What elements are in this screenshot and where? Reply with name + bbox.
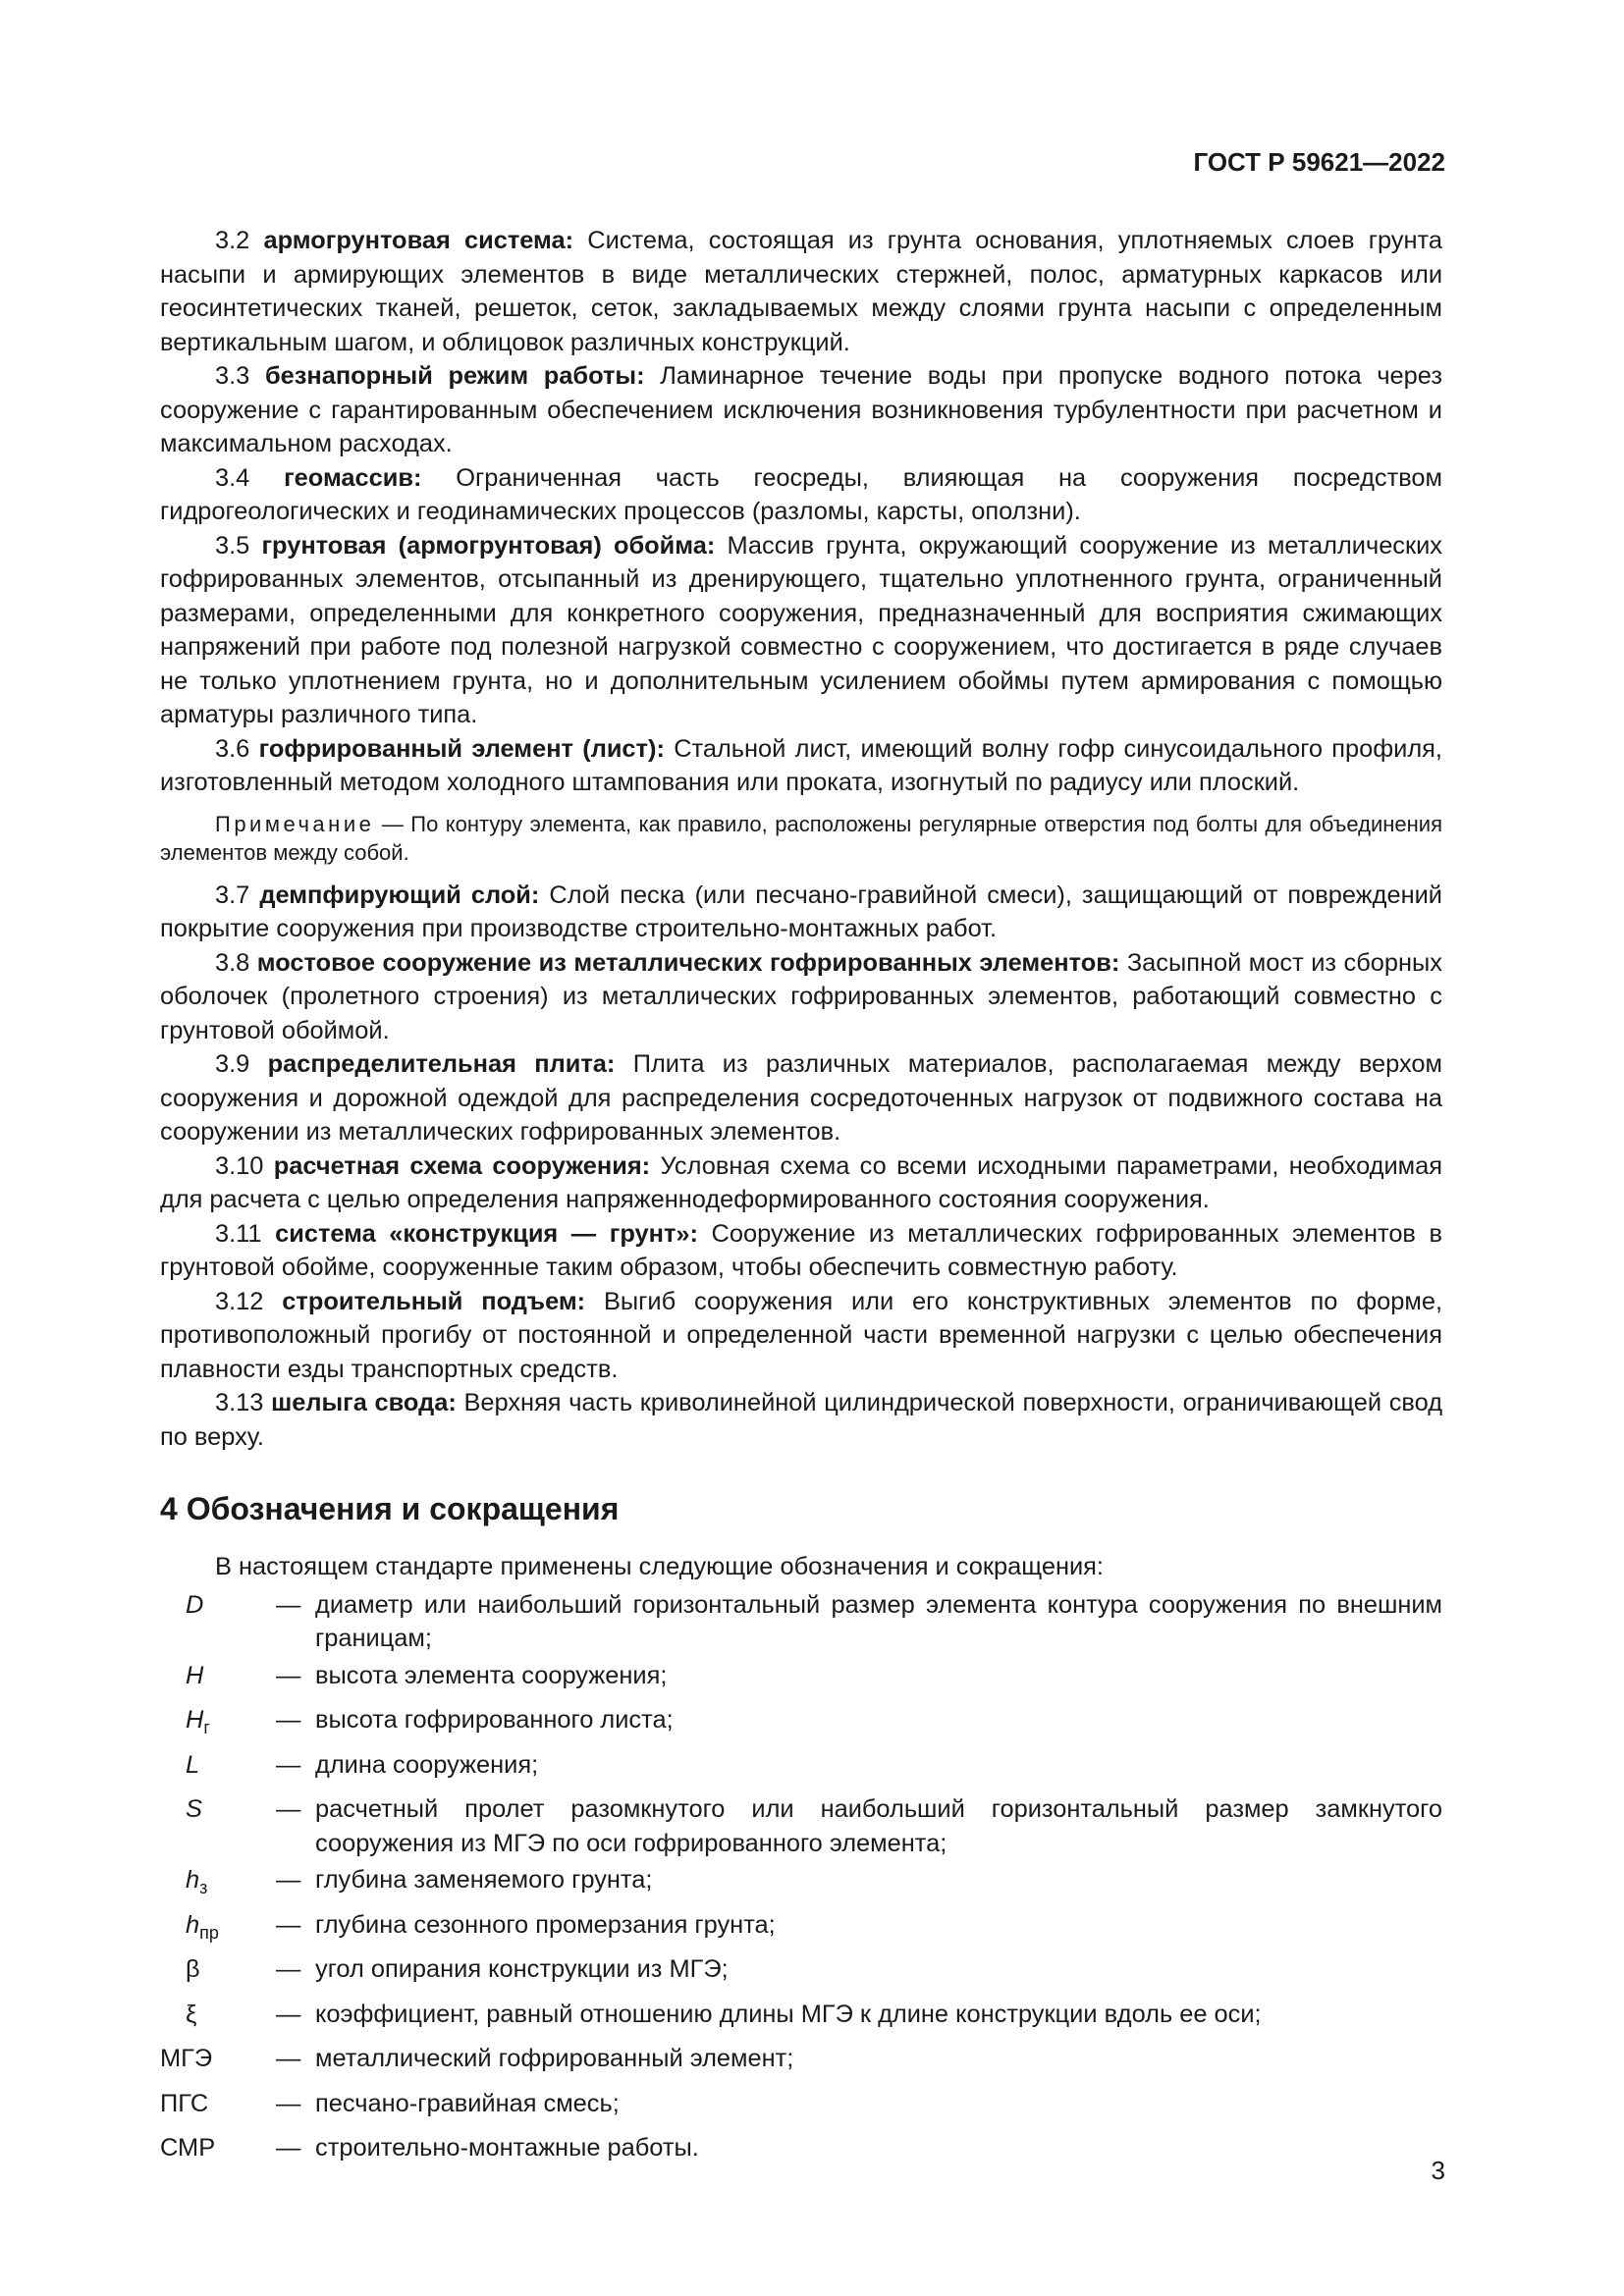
term-text: Слой песка (или песчано-гравийной смеси), защищающий от повреждений покрытие сооружения при производстве строительно-монтажных работ. <box>160 881 1442 942</box>
term-number: 3.6 <box>215 734 250 763</box>
abbreviation-item <box>160 2042 1442 2084</box>
dash: — <box>276 1866 301 1894</box>
document-body <box>160 224 1442 2176</box>
abbreviation-symbol: $h_з$ <box>186 1866 208 1897</box>
term-name: гофрированный элемент (лист): <box>258 734 665 763</box>
abbreviation-item <box>160 1908 1442 1950</box>
term-name: грунтовая (армогрунтовая) обойма: <box>261 531 716 560</box>
term-text: Засыпной мост из сборных оболочек (пролетного строения) из металлических гофрированных элементов, работающий совместно с грунтовой обоймой. <box>160 948 1442 1044</box>
abbreviation-item <box>160 1998 1442 2040</box>
abbreviation-symbol: ξ <box>186 2000 197 2028</box>
dash: — <box>276 2045 301 2072</box>
dash: — <box>276 1910 301 1939</box>
term-name: геомассив: <box>284 463 422 492</box>
term-name: армогрунтовая система: <box>263 227 574 254</box>
term-definition <box>160 1047 1442 1149</box>
term-definition <box>160 461 1442 529</box>
abbreviation-definition: глубина заменяемого грунта; <box>315 1866 653 1894</box>
term-number: 3.9 <box>215 1050 250 1078</box>
term-number: 3.3 <box>215 362 250 390</box>
term-text: Ламинарное течение воды при пропуске водного потока через сооружение с гарантированным обеспечением исключения возникновения турбулентности при расчетном и максимальном расходах. <box>160 362 1442 457</box>
dash: — <box>276 1750 301 1779</box>
term-definition <box>160 732 1442 800</box>
abbreviation-definition: длина сооружения; <box>315 1750 539 1779</box>
term-definition <box>160 1285 1442 1387</box>
abbreviation-definition: угол опирания конструкции из МГЭ; <box>315 1955 729 1983</box>
term-number: 3.7 <box>215 881 250 909</box>
abbreviation-symbol: H <box>186 1661 204 1689</box>
dash: — <box>276 2134 301 2162</box>
dash: — <box>276 1706 301 1734</box>
term-name: безнапорный режим работы: <box>264 362 645 390</box>
term-text: Верхняя часть криволинейной цилиндрической поверхности, ограничивающей свод по верху. <box>160 1389 1443 1451</box>
term-definition <box>160 879 1442 946</box>
abbreviation-symbol: $H_г$ <box>186 1706 210 1737</box>
abbreviation-symbol: $h_{пр}$ <box>186 1910 219 1943</box>
term-text: Плита из различных материалов, располагаемая между верхом сооружения и дорожной одеждой для распределения сосредоточенных нагрузок от подвижного состава на сооружении из металлических гофрированных элементов. <box>160 1050 1442 1146</box>
section-heading: 4 Обозначения и сокращения <box>160 1491 620 1526</box>
dash: — <box>276 1590 301 1619</box>
dash: — <box>276 1795 301 1823</box>
term-definition <box>160 359 1442 461</box>
term-text: Условная схема со всеми исходными параметрами, необходимая для расчета с целью определения напряженнодеформированного состояния сооружения. <box>160 1151 1443 1213</box>
term-text: Массив грунта, окружающий сооружение из металлических гофрированных элементов, отсыпанный из дренирующего, тщательно уплотненного грунта, ограниченный размерами, определенными для конкретного сооружения, предназначенный для восприятия сжимающих напряжений при работе под полезной нагрузкой совместно с сооружением, что достигается в ряде случаев не только уплотнением грунта, но и дополнительным усилением обоймы путем армирования с помощью арматуры различного типа. <box>160 531 1442 728</box>
term-number: 3.5 <box>215 531 250 560</box>
term-definition <box>160 224 1442 359</box>
abbreviation-item <box>160 2131 1442 2173</box>
abbreviation-definition: глубина сезонного промерзания грунта; <box>315 1910 776 1939</box>
term-definition <box>160 529 1442 732</box>
term-number: 3.13 <box>215 1389 264 1416</box>
abbreviation-item <box>160 1703 1442 1745</box>
term-name: строительный подъем: <box>282 1287 586 1315</box>
abbreviation-definition: песчано-гравийная смесь; <box>315 2089 620 2117</box>
term-number: 3.4 <box>215 463 250 492</box>
term-name: мостовое сооружение из металлических гофрированных элементов: <box>256 948 1120 977</box>
term-text: Выгиб сооружения или его конструктивных элементов по форме, противоположный прогибу от постоянной и определенной части временной нагрузки с целью обеспечения плавности езды транспортных средств. <box>160 1287 1443 1383</box>
term-number: 3.10 <box>215 1151 264 1180</box>
abbreviation-symbol: L <box>186 1750 200 1779</box>
term-text: Сооружение из металлических гофрированных элементов в грунтовой обойме, сооруженные таким образом, чтобы обеспечить совместную работу. <box>160 1219 1442 1281</box>
term-name: распределительная плита: <box>267 1050 616 1078</box>
abbreviation-definition: высота элемента сооружения; <box>315 1661 668 1689</box>
abbreviation-symbol: МГЭ <box>160 2045 213 2072</box>
abbreviation-definition: строительно-монтажные работы. <box>315 2134 699 2162</box>
abbreviation-list <box>160 1588 1442 2173</box>
section-intro: В настоящем стандарте применены следующие обозначения и сокращения: <box>215 1553 1104 1580</box>
dash: — <box>276 1955 301 1983</box>
term-number: 3.12 <box>215 1287 264 1315</box>
term-definition <box>160 1386 1442 1454</box>
abbreviation-item <box>160 1659 1442 1701</box>
abbreviation-definition: коэффициент, равный отношению длины МГЭ к длине конструкции вдоль ее оси; <box>315 2000 1262 2028</box>
term-text: Стальной лист, имеющий волну гофр синусоидального профиля, изготовленный методом холодного штампования или проката, изогнутый по радиусу или плоский. <box>160 734 1442 796</box>
abbreviation-symbol: СМР <box>160 2134 216 2162</box>
abbreviation-symbol: ПГС <box>160 2089 209 2117</box>
note <box>160 810 1442 867</box>
dash: — <box>276 1661 301 1689</box>
abbreviation-item <box>160 1952 1442 1995</box>
document-id-header: ГОСТ Р 59621—2022 <box>1193 147 1445 177</box>
page-number: 3 <box>1431 2156 1445 2185</box>
term-name: система «конструкция — грунт»: <box>275 1219 698 1248</box>
abbreviation-item <box>160 1748 1442 1790</box>
abbreviation-definition: расчетный пролет разомкнутого или наибольший горизонтальный размер замкнутого сооружения из МГЭ по оси гофрированного элемента; <box>315 1795 1442 1857</box>
term-definition <box>160 1149 1442 1217</box>
term-name: шелыга свода: <box>271 1389 457 1416</box>
abbreviation-definition: металлический гофрированный элемент; <box>315 2045 794 2072</box>
abbreviation-symbol: D <box>186 1590 204 1619</box>
abbreviation-item <box>160 2087 1442 2129</box>
abbreviation-symbol: S <box>186 1795 202 1823</box>
term-text: Система, состоящая из грунта основания, уплотняемых слоев грунта насыпи и армирующих элементов в виде металлических стержней, полос, арматурных каркасов или геосинтетических тканей, решеток, сеток, закладываемых между слоями грунта насыпи с определенным вертикальным шагом, и облицовок различных конструкций. <box>160 227 1442 356</box>
abbreviation-item <box>160 1588 1442 1656</box>
dash: — <box>276 2000 301 2028</box>
term-definition <box>160 1217 1442 1285</box>
note-label: Примечание <box>215 811 375 836</box>
note-text: — По контуру элемента, как правило, расположены регулярные отверстия под болты для объединения элементов между собой. <box>160 811 1442 865</box>
term-number: 3.8 <box>215 948 250 977</box>
abbreviation-item <box>160 1792 1442 1860</box>
term-text: Ограниченная часть геосреды, влияющая на сооружения посредством гидрогеологических и геодинамических процессов (разломы, карсты, оползни). <box>160 463 1443 525</box>
term-definition <box>160 946 1442 1048</box>
abbreviation-definition: диаметр или наибольший горизонтальный размер элемента контура сооружения по внешним границам; <box>315 1590 1442 1652</box>
abbreviation-symbol: β <box>186 1955 200 1983</box>
dash: — <box>276 2089 301 2117</box>
abbreviation-item <box>160 1863 1442 1905</box>
term-name: расчетная схема сооружения: <box>273 1151 651 1180</box>
term-number: 3.2 <box>215 227 250 254</box>
abbreviation-definition: высота гофрированного листа; <box>315 1706 674 1734</box>
term-name: демпфирующий слой: <box>259 881 540 909</box>
term-number: 3.11 <box>215 1219 262 1248</box>
